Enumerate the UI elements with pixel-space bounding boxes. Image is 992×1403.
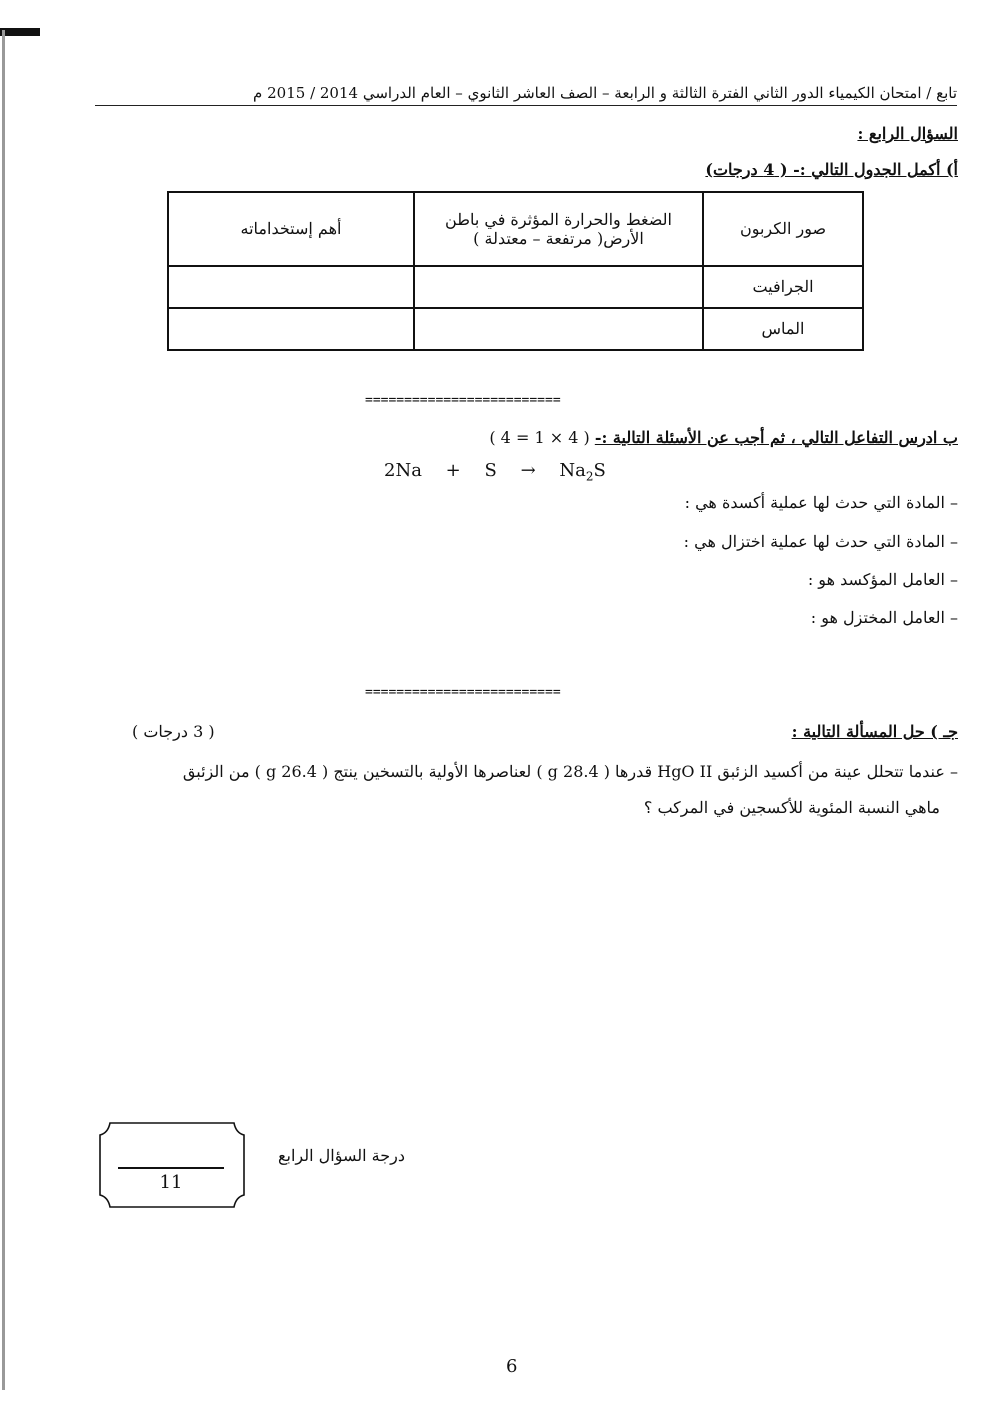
table-header-cell: الضغط والحرارة المؤثرة في باطن الأرض( مرتفعة – معتدلة ) (414, 192, 703, 266)
section-c-title: جـ ) حل المسألة التالية : (791, 722, 958, 741)
exam-header: تابع / امتحان الكيمياء الدور الثاني الفترة الثالثة و الرابعة – الصف العاشر الثانوي – العام الدراسي 2014 / 2015 م (95, 84, 957, 106)
question-item: – المادة التي حدث لها عملية اختزال هي : (683, 532, 958, 551)
table-header-cell: أهم إستخداماته (168, 192, 414, 266)
carbon-forms-table (167, 191, 864, 351)
score-box-frame (98, 1121, 246, 1209)
carbon-form-cell: الماس (703, 308, 863, 350)
question-item: – العامل المختزل هو : (810, 608, 958, 627)
question-title: السؤال الرابع : (857, 124, 958, 143)
section-a-title: أ) أكمل الجدول التالي :- ( 4 درجات) (705, 160, 958, 179)
scan-edge-line (2, 30, 5, 1390)
section-b-marks: ( 4 × 1 = 4 ) (489, 428, 590, 447)
table-header-row (168, 192, 863, 266)
equation-arrow: → (520, 460, 536, 481)
section-separator: ========================= (365, 393, 561, 408)
table-header-cell: صور الكربون (703, 192, 863, 266)
section-b-instruction: ب ادرس التفاعل التالي ، ثم أجب عن الأسئلة التالية :- (594, 428, 958, 447)
section-c-marks: ( 3 درجات ) (132, 722, 215, 741)
section-b-title (489, 428, 958, 447)
page-number: 6 (506, 1356, 518, 1377)
scan-corner-mark (0, 28, 40, 36)
problem-question: ماهي النسبة المئوية للأكسجين في المركب ؟ (643, 798, 940, 817)
equation-reactant: S (484, 460, 497, 481)
answer-cell[interactable] (414, 308, 703, 350)
answer-cell[interactable] (168, 266, 414, 308)
answer-cell[interactable] (168, 308, 414, 350)
equation-reactant: 2Na (384, 460, 422, 481)
chemical-equation (384, 460, 606, 484)
table-row (168, 266, 863, 308)
problem-statement: – عندما تتحلل عينة من أكسيد الزئبق HgO II قدرها ( 28.4 g ) لعناصرها الأولية بالتسخين ينتج ( 26.4 g ) من الزئبق (182, 762, 958, 781)
carbon-form-cell: الجرافيت (703, 266, 863, 308)
score-divider (118, 1167, 224, 1169)
score-total: 11 (159, 1172, 183, 1193)
score-label: درجة السؤال الرابع (278, 1146, 405, 1165)
section-separator: ========================= (365, 685, 561, 700)
equation-product: $Na_2S$ (559, 460, 606, 484)
equation-plus: + (445, 460, 461, 481)
answer-cell[interactable] (414, 266, 703, 308)
table-row (168, 308, 863, 350)
question-item: – العامل المؤكسد هو : (807, 570, 958, 589)
question-item: – المادة التي حدث لها عملية أكسدة هي : (684, 493, 958, 512)
